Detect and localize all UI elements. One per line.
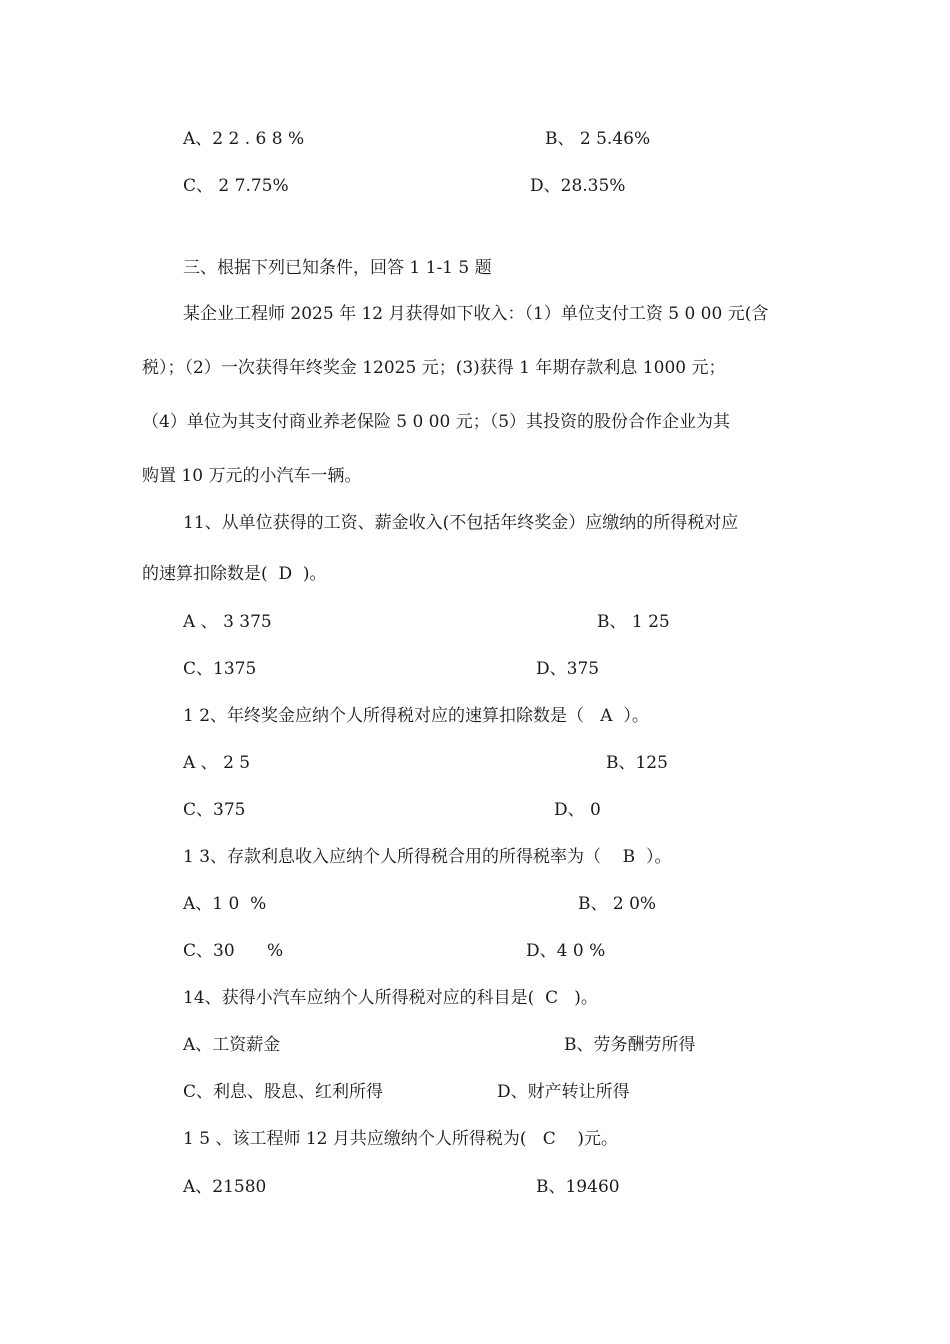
q15-option-b: B、19460: [536, 1177, 620, 1197]
q11-option-d: D、375: [536, 659, 600, 679]
q10-option-a: A、2 2 . 6 8 %: [183, 129, 305, 149]
q12-option-a: A 、 2 5: [183, 753, 251, 773]
q14-option-c: C、利息、股息、红利所得: [183, 1082, 384, 1102]
q11-stem-line-1: 11、从单位获得的工资、薪金收入(不包括年终奖金）应缴纳的所得税对应: [183, 513, 739, 533]
q13-option-d: D、4 0 %: [526, 941, 606, 961]
q11-stem-line-2: 的速算扣除数是( D )。: [142, 564, 327, 584]
q12-option-b: B、125: [606, 753, 668, 773]
context-line-4: 购置 10 万元的小汽车一辆。: [142, 466, 362, 486]
q13-option-b: B、 2 0%: [578, 894, 657, 914]
context-line-1: 某企业工程师 2025 年 12 月获得如下收入：（1）单位支付工资 5 0 00 元(含: [183, 304, 769, 324]
q14-stem: 14、获得小汽车应纳个人所得税对应的科目是( C )。: [183, 988, 598, 1008]
context-line-2: 税）；（2）一次获得年终奖金 12025 元；(3)获得 1 年期存款利息 1000 元；: [142, 358, 726, 378]
q13-stem: 1 3、存款利息收入应纳个人所得税合用的所得税率为（ B ）。: [183, 847, 672, 867]
q10-option-d: D、28.35%: [530, 176, 626, 196]
q14-option-a: A、工资薪金: [183, 1035, 281, 1055]
q15-stem: 1 5 、该工程师 12 月共应缴纳个人所得税为( C )元。: [183, 1129, 618, 1149]
q10-option-b: B、 2 5.46%: [545, 129, 651, 149]
q12-option-c: C、375: [183, 800, 246, 820]
q11-option-c: C、1375: [183, 659, 257, 679]
q12-stem: 1 2、年终奖金应纳个人所得税对应的速算扣除数是（ A ）。: [183, 706, 649, 726]
q12-option-d: D、 0: [554, 800, 601, 820]
q14-option-b: B、劳务酬劳所得: [564, 1035, 696, 1055]
q11-option-a: A 、 3 375: [183, 612, 272, 632]
q13-option-a: A、1 0 %: [183, 894, 267, 914]
q15-option-a: A、21580: [183, 1177, 267, 1197]
q13-option-c: C、30 %: [183, 941, 284, 961]
context-line-3: （4）单位为其支付商业养老保险 5 0 00 元；（5）其投资的股份合作企业为其: [142, 412, 731, 432]
section-heading: 三、根据下列已知条件，回答 1 1-1 5 题: [183, 258, 492, 278]
q10-option-c: C、 2 7.75%: [183, 176, 289, 196]
q11-option-b: B、 1 25: [597, 612, 670, 632]
q14-option-d: D、财产转让所得: [497, 1082, 630, 1102]
